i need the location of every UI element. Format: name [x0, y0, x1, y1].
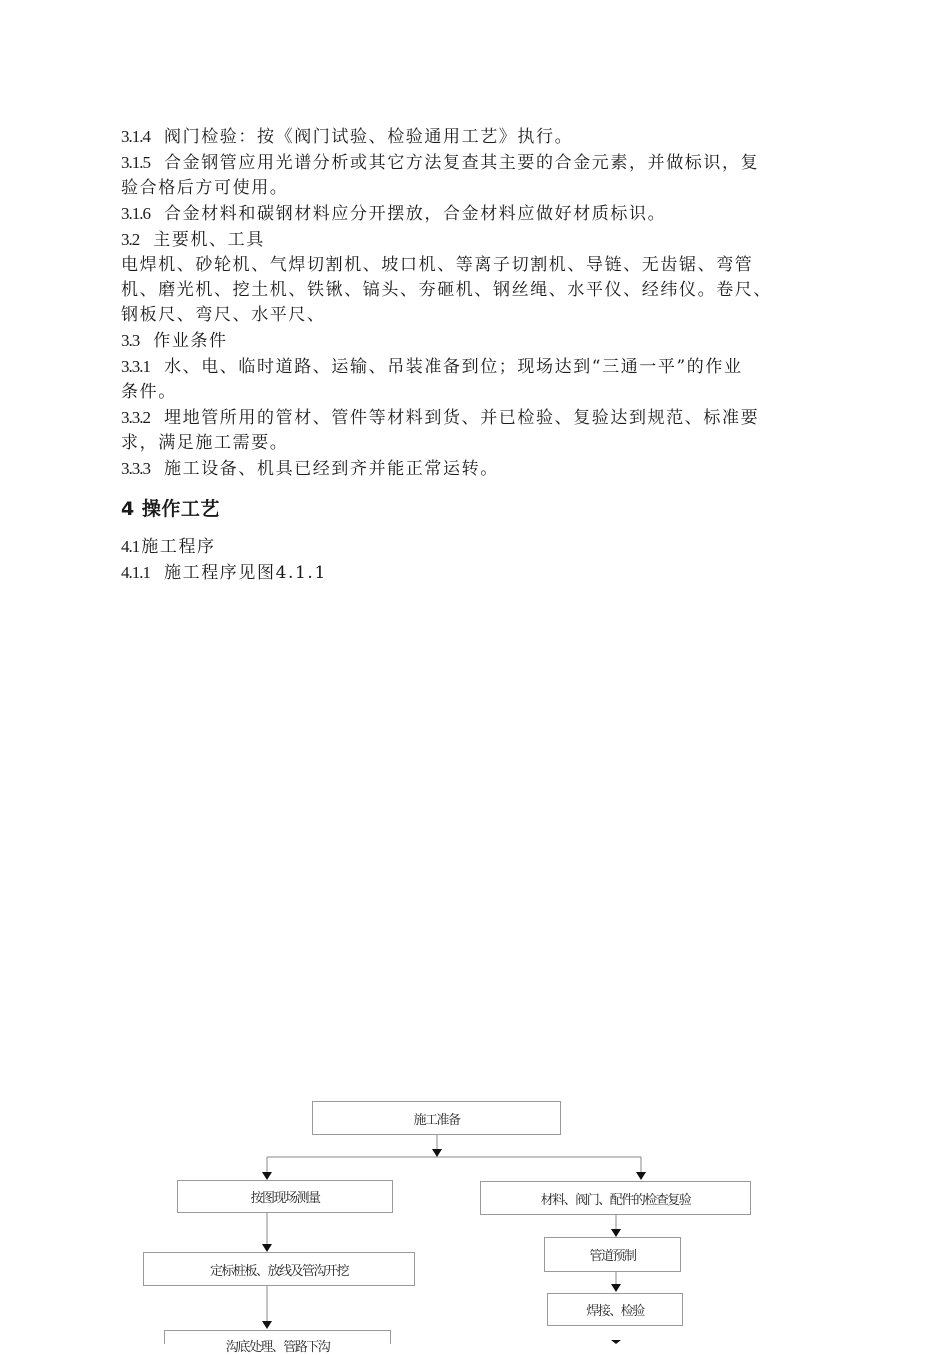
section-number: 3.1.6 — [121, 204, 150, 223]
paragraph-text: 验合格后方可使用。 — [121, 178, 289, 198]
arrow-down-icon — [611, 1340, 621, 1344]
arrow-down-icon — [262, 1244, 272, 1252]
paragraph-text: 施工设备、机具已经到齐并能正常运转。 — [164, 459, 499, 479]
paragraph-text: 合金钢管应用光谱分析或其它方法复查其主要的合金元素，并做标识，复 — [164, 153, 760, 173]
paragraph-text: 求，满足施工需要。 — [121, 433, 289, 453]
arrow-down-icon — [636, 1172, 646, 1180]
paragraph-text: 施工程序见图4.1.1 — [164, 563, 327, 583]
flow-step-survey: 按图现场测量 — [177, 1180, 393, 1213]
flow-step-material-check: 材料、阀门、配件的检查复验 — [480, 1181, 751, 1215]
flow-step-weld-inspect: 焊接、检验 — [547, 1293, 683, 1326]
flow-step-construction-prep: 施工准备 — [312, 1101, 561, 1135]
paragraph-text: 机、磨光机、挖土机、铁锹、镐头、夯砸机、钢丝绳、水平仪、经纬仪。卷尺、 — [121, 280, 772, 300]
arrow-down-icon — [611, 1284, 621, 1292]
paragraph-text: 埋地管所用的管材、管件等材料到货、并已检验、复验达到规范、标准要 — [164, 408, 760, 428]
paragraph-text: 合金材料和碳钢材料应分开摆放，合金材料应做好材质标识。 — [164, 204, 667, 224]
flow-step-staking-trenching: 定标桩板、放线及管沟开挖 — [143, 1252, 415, 1286]
section-number: 3.3 — [121, 331, 140, 350]
paragraph-text: 电焊机、砂轮机、气焊切割机、坡口机、等离子切割机、导链、无齿锯、弯管 — [121, 255, 754, 275]
section-number: 3.1.5 — [121, 153, 150, 172]
section-number: 3.1.4 — [121, 127, 150, 146]
arrow-down-icon — [432, 1149, 442, 1157]
paragraph-text: 作业条件 — [153, 331, 228, 351]
paragraph-text: 施工程序 — [141, 537, 216, 557]
section-number: 3.2 — [121, 230, 140, 249]
paragraph-text: 阀门检验：按《阀门试验、检验通用工艺》执行。 — [164, 127, 574, 147]
arrow-down-icon — [611, 1229, 621, 1237]
paragraph-text: 条件。 — [121, 382, 177, 402]
section-number: 3.3.1 — [121, 357, 150, 376]
paragraph-text: 水、电、临时道路、运输、吊装准备到位；现场达到“三通一平”的作业 — [164, 357, 743, 377]
section-number: 4.1 — [121, 537, 140, 556]
section-number: 3.3.2 — [121, 408, 150, 427]
section-number: 3.3.3 — [121, 459, 150, 478]
section-number: 4.1.1 — [121, 563, 150, 582]
arrow-down-icon — [262, 1172, 272, 1180]
paragraph-text: 钢板尺、弯尺、水平尺、 — [121, 305, 326, 325]
flow-step-pipe-prefab: 管道预制 — [544, 1237, 681, 1272]
flow-step-trench-treatment: 沟底处理、管路下沟 — [164, 1330, 391, 1344]
arrow-down-icon — [262, 1321, 272, 1329]
paragraph-text: 主要机、工具 — [153, 230, 265, 250]
section-heading: 4 操作工艺 — [121, 498, 220, 520]
